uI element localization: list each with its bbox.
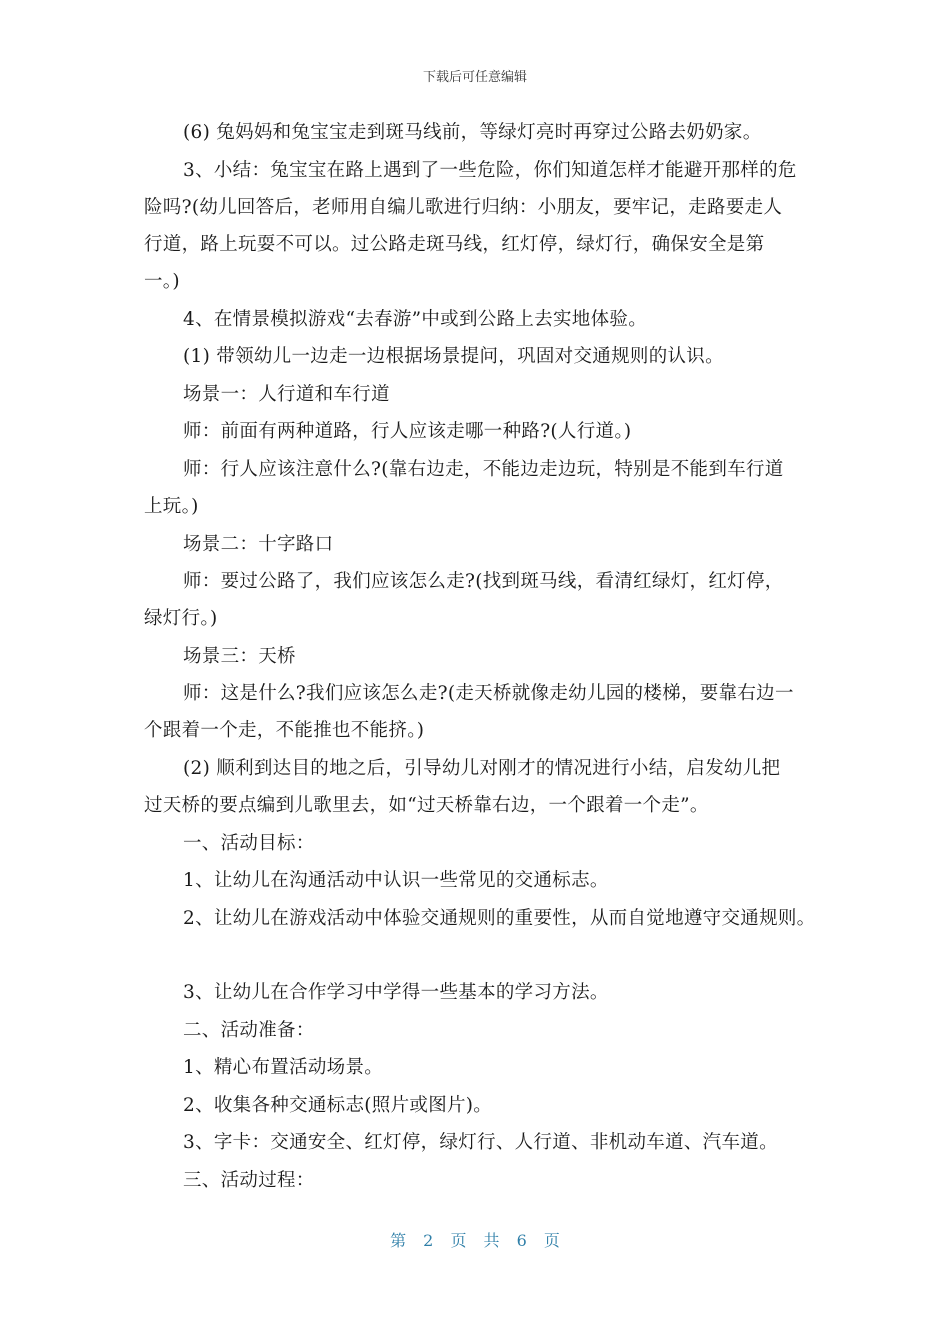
page-number-footer: 第 2 页 共 6 页 xyxy=(390,1231,560,1250)
paragraph: 4、在情景模拟游戏“去春游”中或到公路上去实地体验。 xyxy=(183,309,647,330)
paragraph: 3、字卡：交通安全、红灯停，绿灯行、人行道、非机动车道、汽车道。 xyxy=(183,1132,778,1153)
paragraph: 场景一：人行道和车行道 xyxy=(183,384,390,405)
page-header: 下载后可任意编辑 xyxy=(422,70,527,85)
paragraph: (6) 兔妈妈和兔宝宝走到斑马线前，等绿灯亮时再穿过公路去奶奶家。 xyxy=(183,122,762,143)
paragraph: 师：前面有两种道路，行人应该走哪一种路?(人行道。) xyxy=(183,421,632,442)
paragraph: 场景三：天桥 xyxy=(183,646,296,667)
paragraph: 场景二：十字路口 xyxy=(183,534,334,555)
paragraph: (1) 带领幼儿一边走一边根据场景提问，巩固对交通规则的认识。 xyxy=(183,346,724,367)
paragraph: 一。) xyxy=(144,271,180,292)
paragraph: 3、让幼儿在合作学习中学得一些基本的学习方法。 xyxy=(183,982,609,1003)
section-heading: 一、活动目标： xyxy=(183,833,315,854)
paragraph: 师：这是什么?我们应该怎么走?(走天桥就像走幼儿园的楼梯，要靠右边一 xyxy=(183,683,794,704)
paragraph: 绿灯行。) xyxy=(144,608,218,629)
paragraph: 上玩。) xyxy=(144,496,199,517)
paragraph: 师：要过公路了，我们应该怎么走?(找到斑马线，看清红绿灯，红灯停， xyxy=(183,571,784,592)
paragraph: 行道，路上玩耍不可以。过公路走斑马线，红灯停，绿灯行，确保安全是第 xyxy=(144,234,765,255)
paragraph: 2、让幼儿在游戏活动中体验交通规则的重要性，从而自觉地遵守交通规则。 xyxy=(183,908,816,929)
paragraph: (2) 顺利到达目的地之后，引导幼儿对刚才的情况进行小结，启发幼儿把 xyxy=(183,758,781,779)
paragraph: 个跟着一个走，不能推也不能挤。) xyxy=(144,720,425,741)
paragraph: 1、精心布置活动场景。 xyxy=(183,1057,384,1078)
paragraph: 2、收集各种交通标志(照片或图片)。 xyxy=(183,1095,493,1116)
paragraph: 师：行人应该注意什么?(靠右边走，不能边走边玩，特别是不能到车行道 xyxy=(183,459,784,480)
paragraph: 1、让幼儿在沟通活动中认识一些常见的交通标志。 xyxy=(183,870,609,891)
section-heading: 二、活动准备： xyxy=(183,1020,315,1041)
paragraph: 过天桥的要点编到儿歌里去，如“过天桥靠右边，一个跟着一个走”。 xyxy=(144,795,709,816)
paragraph: 3、小结：兔宝宝在路上遇到了一些危险，你们知道怎样才能避开那样的危 xyxy=(183,160,797,181)
section-heading: 三、活动过程： xyxy=(183,1170,315,1191)
paragraph: 险吗?(幼儿回答后，老师用自编儿歌进行归纳：小朋友，要牢记，走路要走人 xyxy=(144,197,783,218)
